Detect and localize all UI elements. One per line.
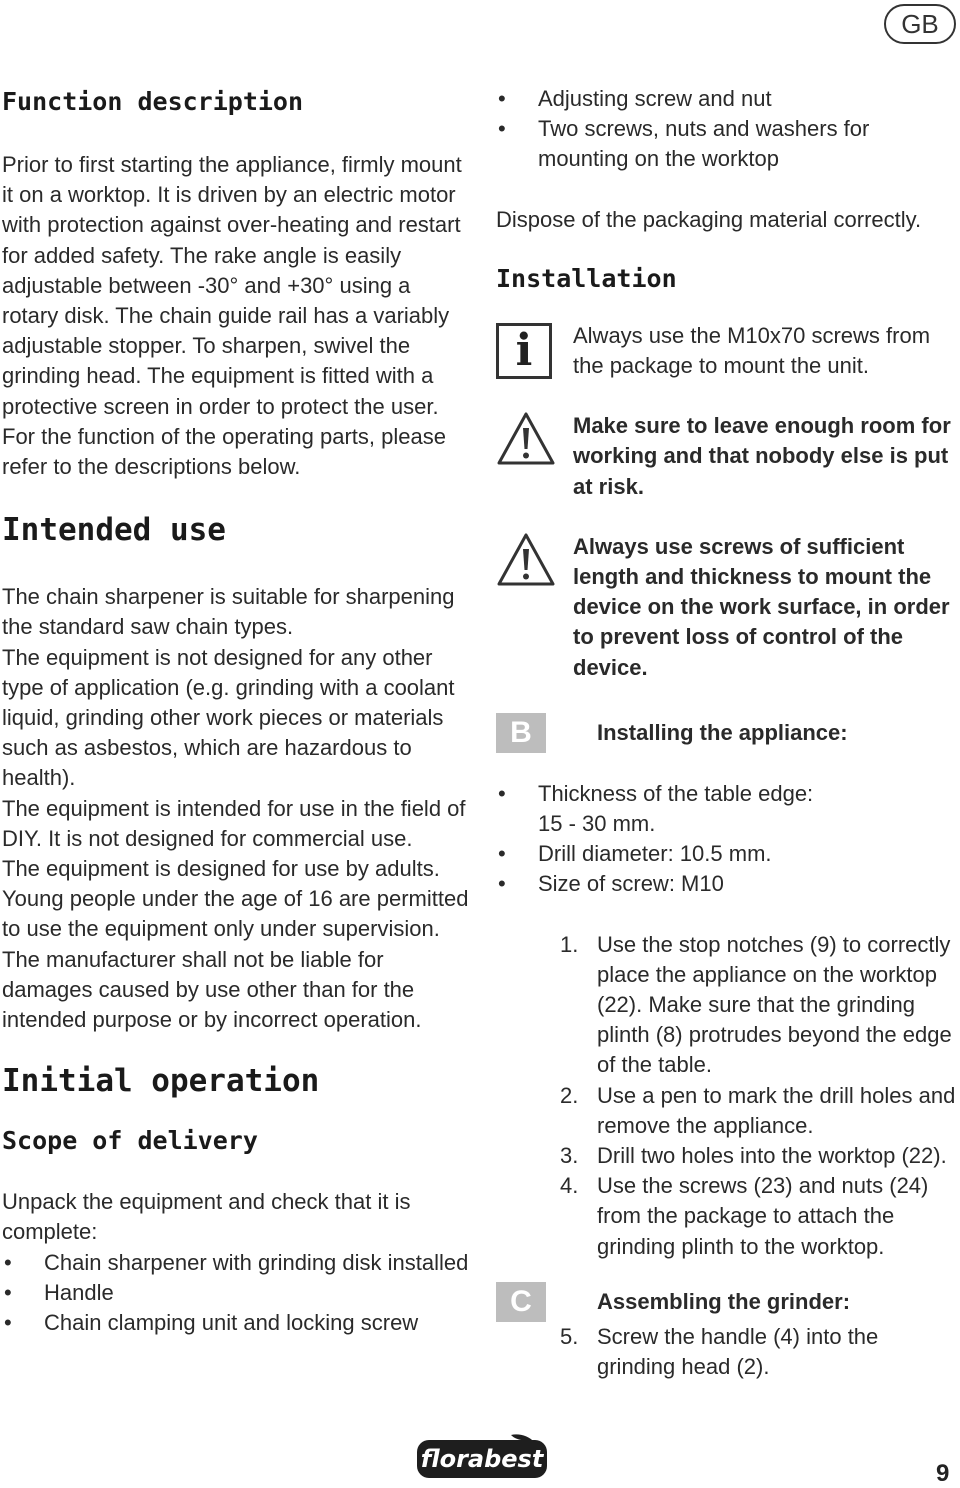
assembling-grinder-heading: Assembling the grinder: <box>597 1288 851 1314</box>
function-description-text: Prior to first starting the appliance, firmly mount it on a worktop. It is driven by an electric motor with protection against over-heating and restart for added safety. The rake angle is easily adjustable between -30° and +30° using a rotary disk. The chain guide rail has a variably adjustable stopper. To sharpen, swivel the grinding head. The equipment is fitted with a protective screen in order to protect the user. For the function of the operating parts, please refer to the descriptions below. <box>2 152 462 480</box>
list-item: • Two screws, nuts and washers for mounting on the worktop <box>496 114 958 174</box>
list-item: 3. Drill two holes into the worktop (22). <box>560 1143 947 1169</box>
warning-icon <box>496 532 556 588</box>
dispose-text: Dispose of the packaging material correctly. <box>496 206 922 232</box>
language-badge: GB <box>884 4 956 44</box>
list-item: • Drill diameter: 10.5 mm. <box>496 839 958 869</box>
scope-list-continued <box>496 84 958 175</box>
info-note <box>496 321 958 381</box>
list-item: • Handle <box>2 1278 472 1308</box>
brand-text: florabest <box>420 1445 544 1473</box>
florabest-logo <box>415 1432 549 1480</box>
list-item: • Thickness of the table edge: 15 - 30 mm. <box>496 779 958 839</box>
warning-icon <box>496 411 556 467</box>
scope-list <box>2 1248 472 1339</box>
list-item: • Chain clamping unit and locking screw <box>2 1308 472 1338</box>
list-item: 1. Use the stop notches (9) to correctly place the appliance on the worktop (22). Make sure that the grinding plinth (8) protrudes beyond the edge of the table. <box>560 931 952 1078</box>
installing-appliance-heading: Installing the appliance: <box>597 719 848 745</box>
installation-steps <box>560 930 958 1262</box>
right-column <box>496 84 958 1382</box>
intended-use-paragraph: The equipment is designed for use by adults. Young people under the age of 16 are permitted to use the equipment only under supervision. <box>2 856 469 942</box>
warning-text: Always use screws of sufficient length and thickness to mount the device on the work surface, in order to prevent loss of control of the device. <box>573 533 950 680</box>
intended-use-paragraph: The equipment is not designed for any other type of application (e.g. grinding with a coolant liquid, grinding other work pieces or materials such as asbestos, which are hazardous to health). <box>2 644 455 791</box>
page-number: 9 <box>936 1460 950 1487</box>
intended-use-heading: Intended use <box>2 512 226 549</box>
figure-c-subheading <box>496 1282 958 1322</box>
function-description-heading: Function description <box>2 87 304 116</box>
scope-of-delivery-text: Unpack the equipment and check that it is complete: <box>2 1189 411 1245</box>
list-item: 2. Use a pen to mark the drill holes and remove the appliance. <box>560 1082 956 1138</box>
list-item: • Adjusting screw and nut <box>496 84 958 114</box>
figure-b-label: B <box>496 713 546 753</box>
scope-of-delivery-heading: Scope of delivery <box>2 1126 258 1156</box>
info-note-text: Always use the M10x70 screws from the package to mount the unit. <box>573 322 931 379</box>
figure-c-label: C <box>496 1282 546 1322</box>
warning-note <box>496 532 958 683</box>
initial-operation-heading: Initial operation <box>2 1063 320 1100</box>
list-item: • Size of screw: M10 <box>496 869 958 899</box>
left-column <box>2 84 472 1338</box>
intended-use-paragraph: The chain sharpener is suitable for sharpening the standard saw chain types. <box>2 584 455 640</box>
list-item: 4. Use the screws (23) and nuts (24) from the package to attach the grinding plinth to the worktop. <box>560 1173 929 1259</box>
assembly-steps <box>560 1322 958 1382</box>
installation-heading: Installation <box>496 263 677 293</box>
list-item: • Chain sharpener with grinding disk installed <box>2 1248 472 1278</box>
info-icon: i <box>496 323 552 379</box>
figure-b-subheading <box>496 713 958 753</box>
intended-use-paragraph: The equipment is intended for use in the field of DIY. It is not designed for commercial use. <box>2 795 466 851</box>
specs-list <box>496 779 958 900</box>
intended-use-paragraph: The manufacturer shall not be liable for damages caused by use other than for the intended purpose or by incorrect operation. <box>2 946 422 1033</box>
list-item: 5. Screw the handle (4) into the grinding head (2). <box>560 1323 879 1380</box>
warning-note <box>496 411 958 502</box>
warning-text: Make sure to leave enough room for working and that nobody else is put at risk. <box>573 413 951 499</box>
